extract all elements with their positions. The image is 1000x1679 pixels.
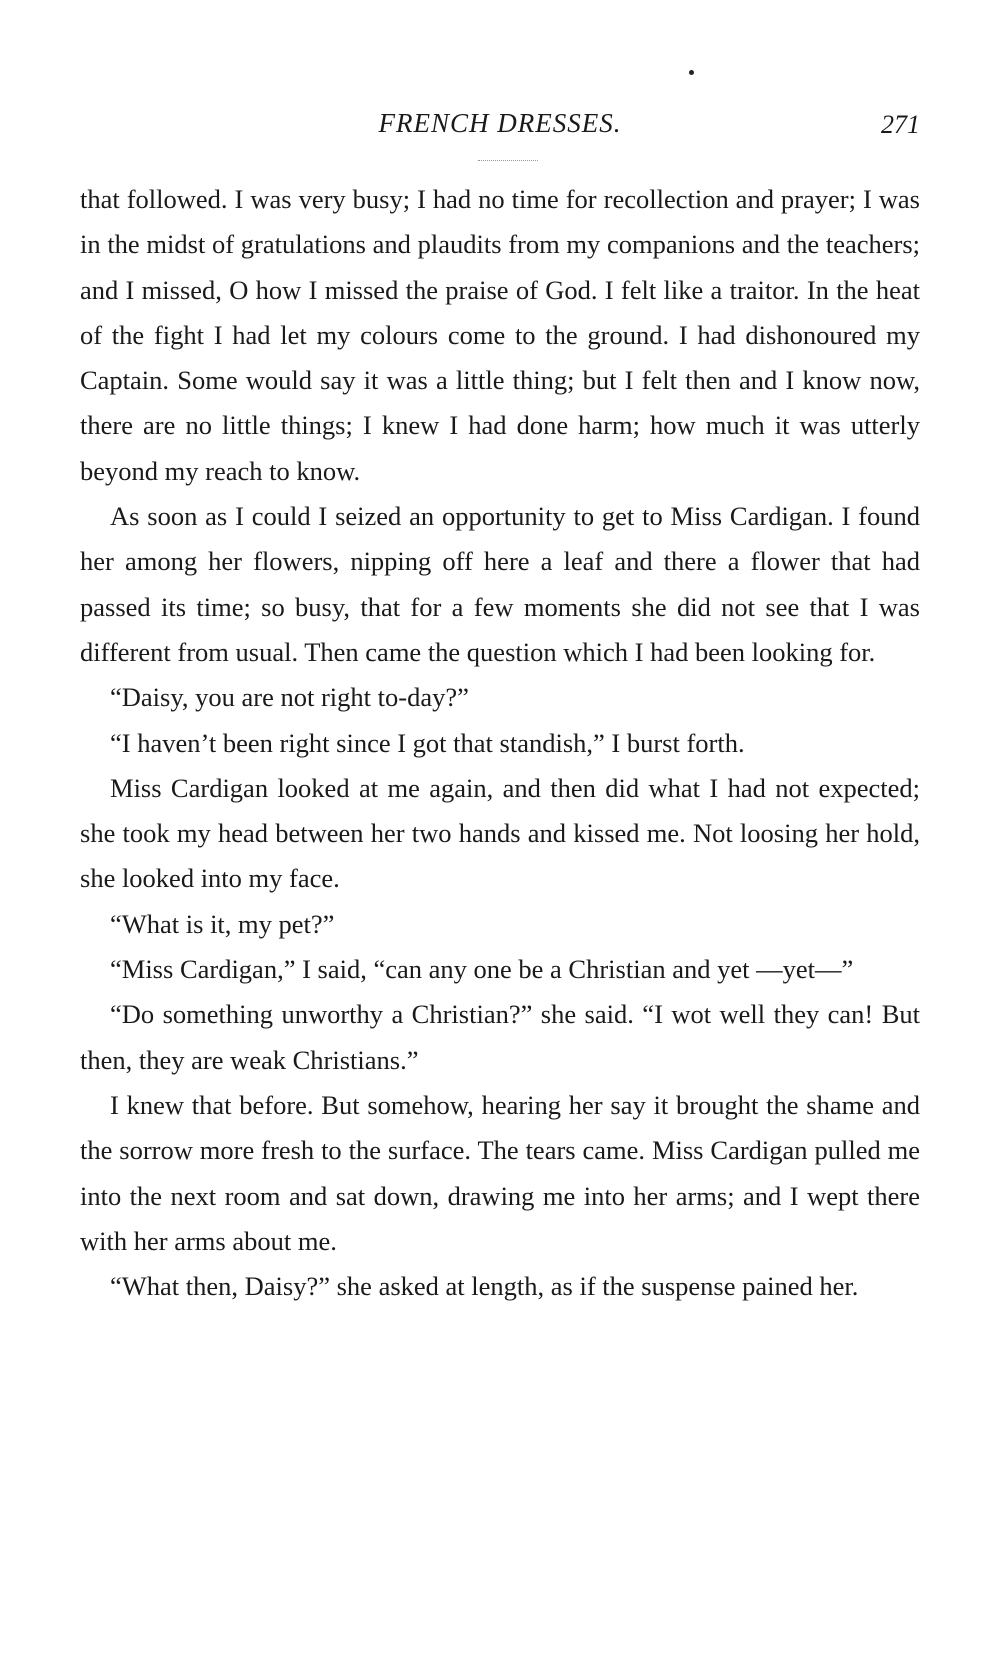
body-text <box>80 177 920 1309</box>
header-rule <box>478 160 538 161</box>
paragraph: Miss Cardigan looked at me again, and then did what I had not expected; she took my head between her two hands and kissed me. Not loosing her hold, she looked into my face. <box>80 772 920 894</box>
paragraph: I knew that before. But somehow, hearing her say it brought the shame and the sorrow more fresh to the surface. The tears came. Miss Cardigan pulled me into the next room and sat down, drawing me into her arms; and I wept there with her arms about me. <box>80 1089 920 1256</box>
running-title: FRENCH DRESSES. <box>378 108 622 138</box>
paragraph: that followed. I was very busy; I had no time for recollection and prayer; I was in the midst of gratulations and plaudits from my companions and the teachers; and I missed, O how I missed the praise of God. I felt like a traitor. In the heat of the fight I had let my colours come to the ground. I had dishonoured my Captain. Some would say it was a little thing; but I felt then and I know now, there are no little things; I knew I had done harm; how much it was utterly beyond my reach to know. <box>80 184 920 486</box>
paragraph: As soon as I could I seized an opportunity to get to Miss Cardigan. I found her among her flowers, nipping off here a leaf and there a flower that had passed its time; so busy, that for a few moments she did not see that I was different from usual. Then came the question which I had been looking for. <box>80 501 920 667</box>
paragraph: “What is it, my pet?” <box>110 908 335 939</box>
page-header <box>80 108 920 148</box>
paragraph: “I haven’t been right since I got that standish,” I burst forth. <box>110 727 745 758</box>
paragraph: “Do something unworthy a Christian?” she said. “I wot well they can! But then, they are weak Christians.” <box>80 999 920 1075</box>
paragraph: “Daisy, you are not right to-day?” <box>110 682 469 713</box>
paragraph: “Miss Cardigan,” I said, “can any one be a Christian and yet —yet—” <box>110 954 854 985</box>
page-number: 271 <box>881 110 920 139</box>
print-speck <box>689 70 694 75</box>
paragraph: “What then, Daisy?” she asked at length, as if the suspense pained her. <box>110 1271 859 1302</box>
